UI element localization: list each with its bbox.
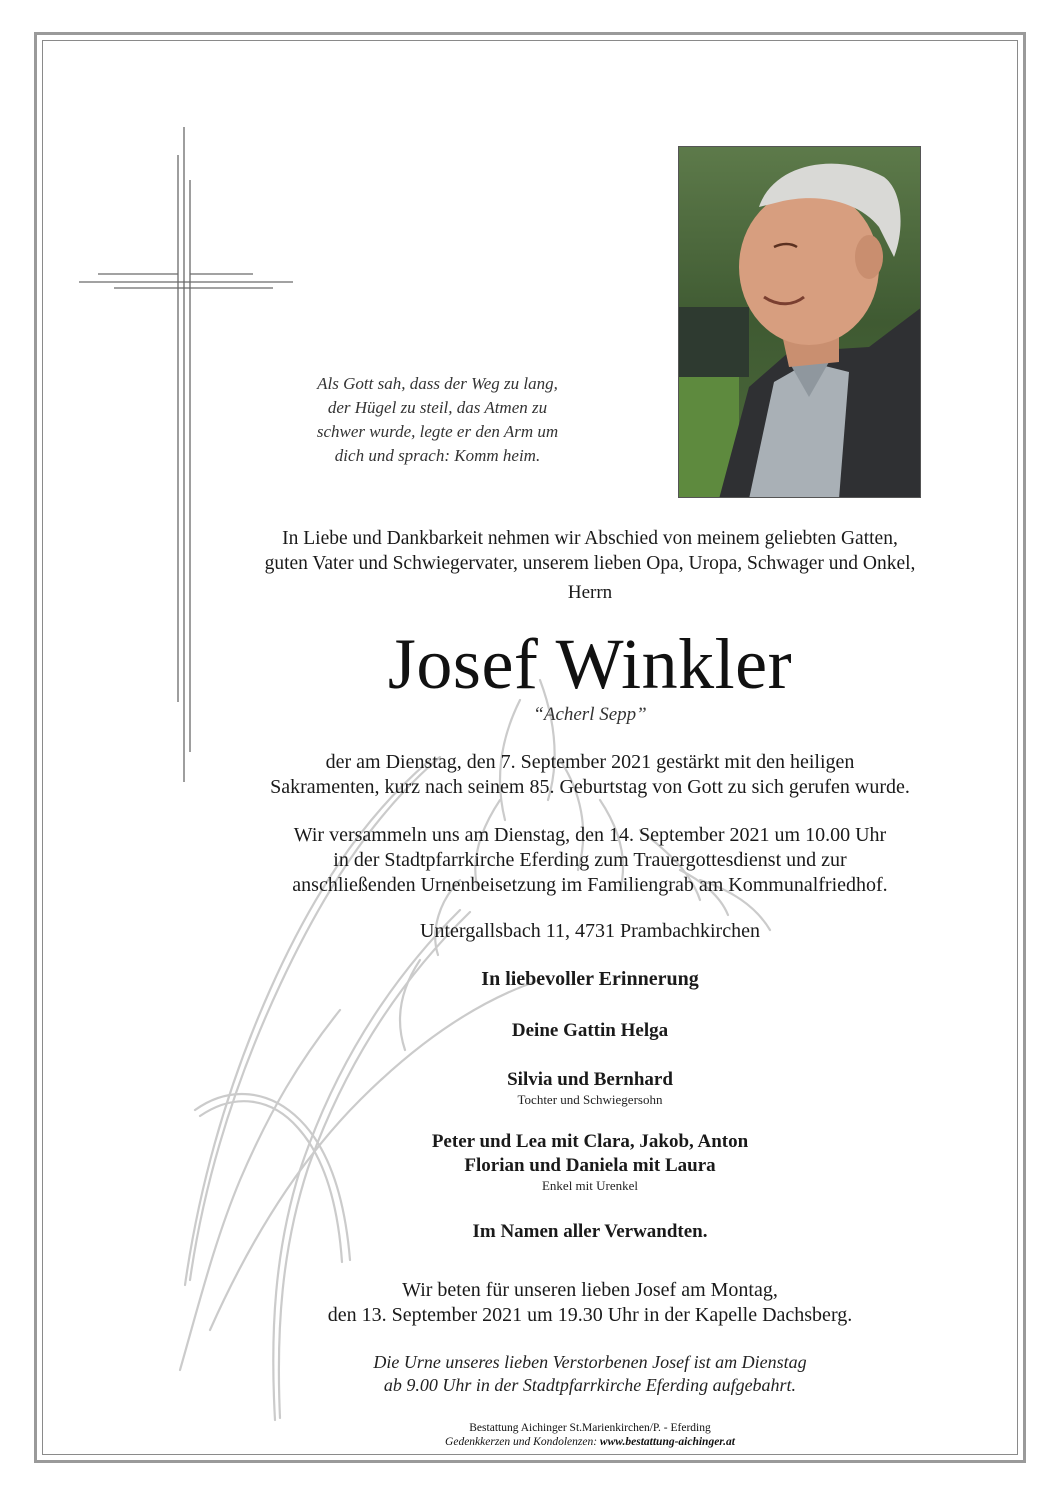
grandchildren-names: Florian und Daniela mit Laura <box>464 1155 716 1176</box>
undertaker-name: Bestattung Aichinger St.Marienkirchen/P. - Eferding <box>469 1422 711 1434</box>
daughter-names: Silvia und Bernhard <box>507 1069 673 1090</box>
intro-text <box>180 526 1000 576</box>
grandchildren-role: Enkel mit Urenkel <box>541 1178 639 1193</box>
death-notice <box>180 750 1000 800</box>
urn-line: Die Urne unseres lieben Verstorbenen Josef ist am Dienstag <box>373 1352 807 1372</box>
prayer-line: Wir beten für unseren lieben Josef am Montag, <box>402 1279 778 1301</box>
prayer-line: den 13. September 2021 um 19.30 Uhr in der Kapelle Dachsberg. <box>327 1304 853 1326</box>
website-link[interactable]: www.bestattung-aichinger.at <box>599 1436 735 1448</box>
death-notice-line: der am Dienstag, den 7. September 2021 gestärkt mit den heiligen <box>325 751 855 773</box>
condolence-label: Gedenkkerzen und Kondolenzen: <box>445 1436 598 1448</box>
poem <box>285 372 590 468</box>
poem-line: dich und sprach: Komm heim. <box>334 446 541 465</box>
relatives-line: Im Namen aller Verwandten. <box>472 1221 708 1242</box>
footer <box>180 1421 1000 1449</box>
condolence-line <box>180 1435 1000 1449</box>
urn-line: ab 9.00 Uhr in der Stadtpfarrkirche Eferding aufgebahrt. <box>383 1375 797 1395</box>
grandchildren-block <box>180 1130 1000 1194</box>
grandchildren-names: Peter und Lea mit Clara, Jakob, Anton <box>431 1131 749 1152</box>
poem-line: Als Gott sah, dass der Weg zu lang, <box>317 374 558 393</box>
service-line: anschließenden Urnenbeisetzung im Familiengrab am Kommunalfriedhof. <box>292 874 888 896</box>
deceased-name: Josef Winkler <box>387 624 793 704</box>
intro-line: guten Vater und Schwiegervater, unserem lieben Opa, Uropa, Schwager und Onkel, <box>264 553 916 574</box>
memory-heading: In liebevoller Erinnerung <box>481 968 699 990</box>
intro-line: In Liebe und Dankbarkeit nehmen wir Abschied von meinem geliebten Gatten, <box>282 528 898 549</box>
urn-notice <box>180 1351 1000 1397</box>
wife-name: Deine Gattin Helga <box>511 1020 669 1041</box>
portrait-photo <box>678 146 921 498</box>
service-line: Wir versammeln uns am Dienstag, den 14. September 2021 um 10.00 Uhr <box>293 824 887 846</box>
daughter-block <box>180 1068 1000 1108</box>
daughter-role: Tochter und Schwiegersohn <box>517 1092 663 1107</box>
salutation: Herrn <box>567 582 613 603</box>
address: Untergallsbach 11, 4731 Prambachkirchen <box>420 920 760 942</box>
service-line: in der Stadtpfarrkirche Eferding zum Trauergottesdienst und zur <box>333 849 847 871</box>
nickname: “Acherl Sepp” <box>533 704 647 725</box>
service-info <box>180 823 1000 898</box>
poem-line: schwer wurde, legte er den Arm um <box>316 422 559 441</box>
death-notice-line: Sakramenten, kurz nach seinem 85. Geburtstag von Gott zu sich gerufen wurde. <box>270 776 910 798</box>
poem-line: der Hügel zu steil, das Atmen zu <box>327 398 548 417</box>
prayer-notice <box>180 1278 1000 1328</box>
